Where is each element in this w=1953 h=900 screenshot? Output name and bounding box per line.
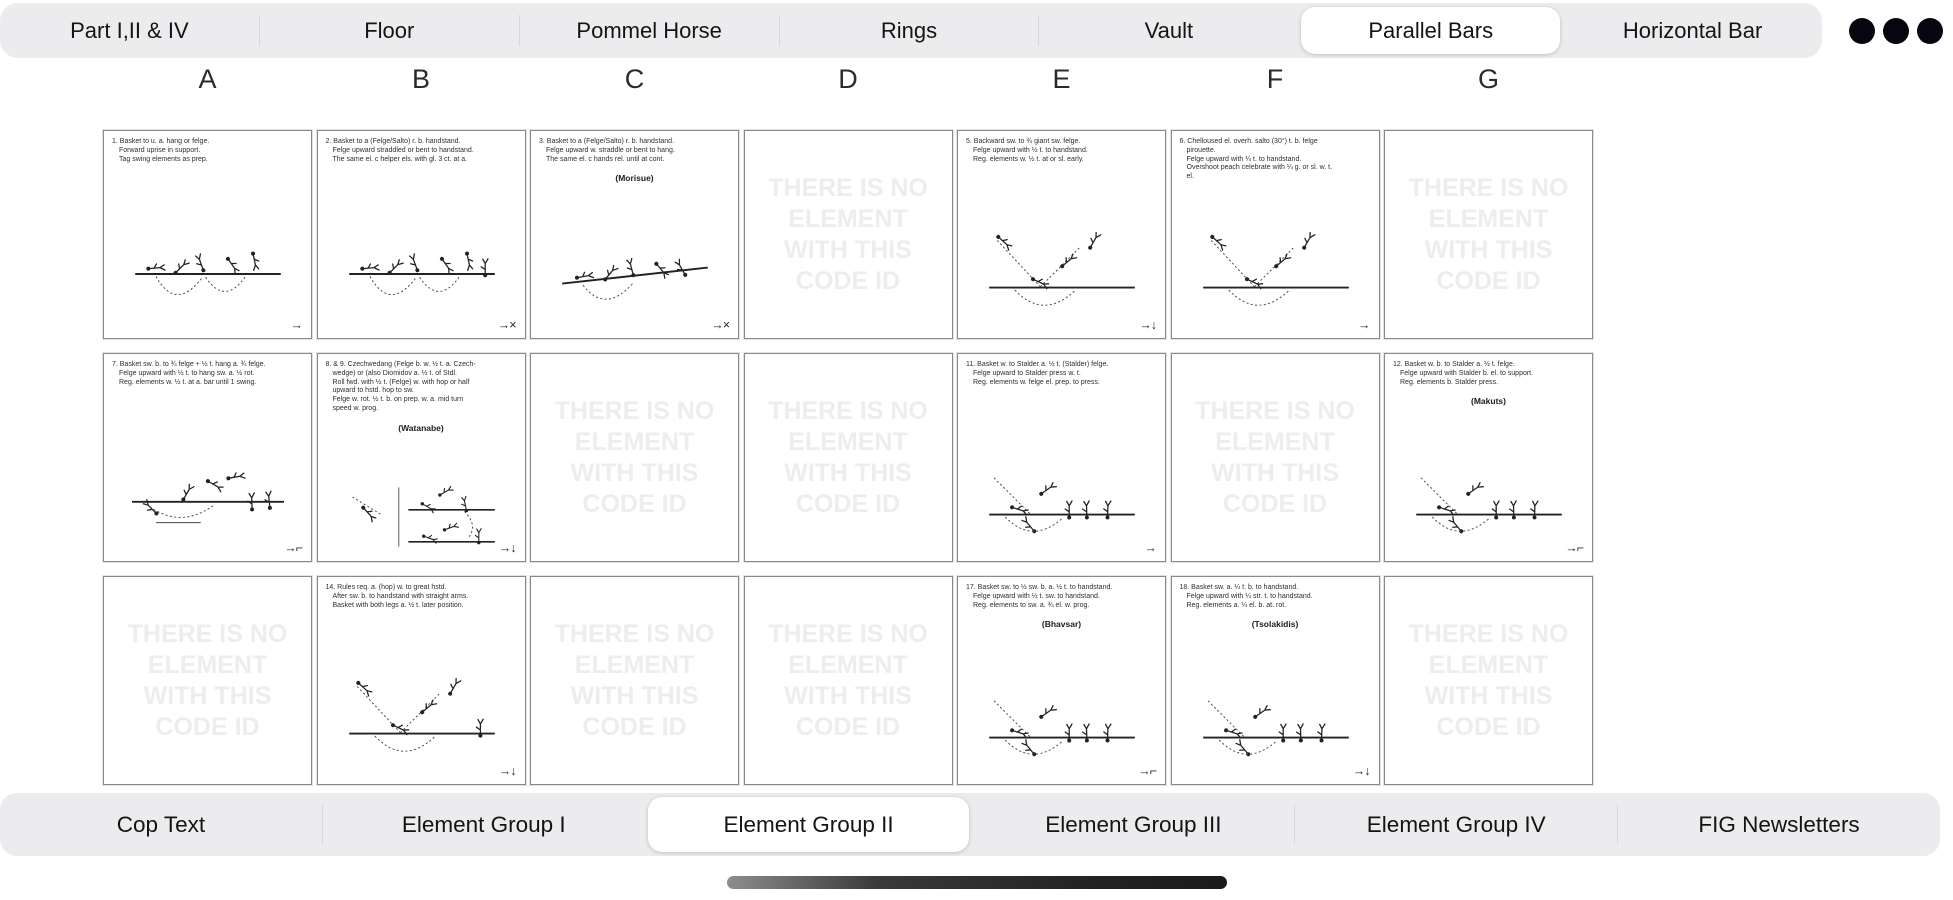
element-caption: 3. Basket to a (Felge/Salto) r. b. handstand. Felge upward w. straddle or bent to hang. The same el. c hands rel. until at cont. <box>539 138 675 163</box>
gymnast-figure-drawing <box>963 210 1161 330</box>
column-header-d: D <box>838 64 858 94</box>
tab-element-group-i[interactable]: Element Group I <box>401 811 566 837</box>
direction-arrow-icon: →↓ <box>498 541 516 555</box>
column-header-b: B <box>411 64 430 94</box>
tab-element-group-iii[interactable]: Element Group III <box>1045 811 1222 837</box>
element-name-label: (Bhavsar) <box>1041 619 1082 630</box>
column-header-g: G <box>1477 64 1499 94</box>
gymnast-figure-drawing <box>323 210 521 330</box>
empty-element-card-a3 <box>103 576 312 785</box>
no-element-placeholder-text: THERE IS NO ELEMENT WITH THIS CODE ID <box>554 396 715 518</box>
tab-element-group-ii[interactable]: Element Group II <box>648 797 970 852</box>
element-card-e1[interactable] <box>957 130 1166 339</box>
empty-element-card-c2 <box>530 353 739 562</box>
tab-vault[interactable]: Vault <box>1144 17 1194 43</box>
direction-arrow-icon: →× <box>711 318 729 332</box>
direction-arrow-icon: → <box>1144 541 1156 555</box>
gymnast-figure-drawing <box>1390 433 1588 553</box>
empty-element-card-d3 <box>744 576 953 785</box>
element-caption: 6. Chelloused el. overh. salto (30°) t. b. felge pirouette. Felge upward with ¼ t. to handstand. Overshoot peach celebrate with ¼ g. or sl. w. t. el. <box>1179 138 1333 181</box>
empty-element-card-g1 <box>1384 130 1593 339</box>
element-name-label: (Makuts) <box>1471 396 1506 407</box>
no-element-placeholder-text: THERE IS NO ELEMENT WITH THIS CODE ID <box>1408 173 1569 295</box>
tab-part-i-ii-iv[interactable]: Part I,II & IV <box>70 17 189 43</box>
element-card-f3[interactable] <box>1171 576 1380 785</box>
empty-element-card-d2 <box>744 353 953 562</box>
direction-arrow-icon: → <box>290 318 302 332</box>
column-header-f: F <box>1266 64 1284 94</box>
difficulty-column-headers <box>103 64 1593 95</box>
element-grid <box>103 130 1593 785</box>
element-card-a1[interactable] <box>103 130 312 339</box>
element-card-b3[interactable] <box>317 576 526 785</box>
apparatus-tab-bar <box>0 3 1822 58</box>
gymnast-figure-drawing <box>323 656 521 776</box>
empty-element-card-g3 <box>1384 576 1593 785</box>
gymnast-figure-drawing <box>109 210 307 330</box>
no-element-placeholder-text: THERE IS NO ELEMENT WITH THIS CODE ID <box>768 619 928 741</box>
horizontal-scrollbar[interactable] <box>727 876 1227 889</box>
direction-arrow-icon: →⌐ <box>284 541 302 555</box>
direction-arrow-icon: →↓ <box>1352 764 1370 778</box>
gymnast-figure-drawing <box>963 433 1161 553</box>
element-caption: 12. Basket w. b. to Stalder a. ½ t. felge. Felge upward with Stalder b. el. to support. Reg. elements b. Stalder press. <box>1393 361 1534 386</box>
ellipsis-icon <box>1917 18 1943 44</box>
element-caption: 7. Basket sw. b. to ¾ felge + ½ t. hang a. ¾ felge. Felge upward with ½ t. to hang sw. a. ½ rot. Reg. elements w. ½ t. at a. bar until 1 swing. <box>112 361 266 386</box>
ellipsis-icon <box>1849 18 1875 44</box>
element-card-c1[interactable] <box>530 130 739 339</box>
element-caption: 14. Rules req. a. (hop) w. to great hstd. After sw. b. to handstand with straight arms. Basket with both legs a. ½ t. later position. <box>325 584 469 609</box>
no-element-placeholder-text: THERE IS NO ELEMENT WITH THIS CODE ID <box>554 619 715 741</box>
element-name-label: (Tsolakidis) <box>1251 619 1299 630</box>
direction-arrow-icon: →⌐ <box>1138 764 1156 778</box>
no-element-placeholder-text: THERE IS NO ELEMENT WITH THIS CODE ID <box>1408 619 1569 741</box>
no-element-placeholder-text: THERE IS NO ELEMENT WITH THIS CODE ID <box>1195 396 1355 518</box>
tab-element-group-iv[interactable]: Element Group IV <box>1366 811 1546 837</box>
gymnast-figure-drawing <box>963 656 1161 776</box>
column-header-a: A <box>198 64 217 94</box>
element-card-f1[interactable] <box>1171 130 1380 339</box>
tab-cop-text[interactable]: Cop Text <box>116 811 206 837</box>
tab-floor[interactable]: Floor <box>364 17 415 43</box>
gymnast-figure-drawing <box>536 210 734 330</box>
direction-arrow-icon: →× <box>497 318 516 332</box>
element-caption: 17. Basket sw. to ½ sw. b. a. ½ t. to handstand. Felge upward with ½ t. sw. to handstand. Reg. elements to sw. a. ¾ el. w. prog. <box>966 584 1113 609</box>
gymnast-figure-drawing <box>1177 656 1375 776</box>
direction-arrow-icon: →⌐ <box>1565 541 1583 555</box>
element-card-g2[interactable] <box>1384 353 1593 562</box>
no-element-placeholder-text: THERE IS NO ELEMENT WITH THIS CODE ID <box>127 619 288 741</box>
tab-rings[interactable]: Rings <box>880 17 938 43</box>
element-caption: 2. Basket to a (Felge/Salto) r. b. handstand. Felge upward straddled or bent to handstand. The same el. c helper els. with gl. 3 ct. at a. <box>325 138 474 163</box>
element-card-b2[interactable] <box>317 353 526 562</box>
tab-pommel-horse[interactable]: Pommel Horse <box>576 17 722 43</box>
element-caption: 1. Basket to u. a. hang or felge. Forward uprise in support. Tag swing elements as prep. <box>112 138 210 163</box>
element-caption: 5. Backward sw. to ¾ giant sw. felge. Felge upward with ½ t. to handstand. Reg. elements w. ½ t. at or sl. early. <box>966 138 1088 163</box>
element-card-e3[interactable] <box>957 576 1166 785</box>
element-name-label: (Watanabe) <box>398 422 444 433</box>
direction-arrow-icon: →↓ <box>498 764 516 778</box>
element-card-b1[interactable] <box>317 130 526 339</box>
element-caption: 18. Basket sw. a. ¼ t. b. to handstand. Felge upward with ¼ str. t. to handstand. Reg. elements a. ¼ el. b. at. rot. <box>1179 584 1313 609</box>
column-header-c: C <box>624 64 645 94</box>
empty-element-card-c3 <box>530 576 739 785</box>
ellipsis-menu[interactable] <box>1833 3 1943 58</box>
column-header-e: E <box>1052 64 1071 94</box>
no-element-placeholder-text: THERE IS NO ELEMENT WITH THIS CODE ID <box>768 173 928 295</box>
tab-parallel-bars[interactable]: Parallel Bars <box>1301 7 1560 54</box>
element-name-label: (Morisue) <box>615 173 654 184</box>
direction-arrow-icon: → <box>1358 318 1370 332</box>
direction-arrow-icon: →↓ <box>1139 318 1156 332</box>
gymnast-figure-drawing <box>109 433 307 553</box>
element-caption: 11. Basket w. to Stalder a. ½ t. (Stalder) felge. Felge upward to Stalder press w. t. Reg. elements w. felge el. prep. to press. <box>966 361 1109 386</box>
element-caption: 8. & 9. Czechwedang (Felge b. w. ½ t. a. Czech- wedge) or (also Diomidov a. ½ t. of Stdl. Roll fwd. with ½ t. (Felge) w. with hop or half upward to hstd. hop to sw. Felge w. rot. ½ t. b. on prep. w. a. mid turn speed w. prog. <box>325 361 476 412</box>
element-card-a2[interactable] <box>103 353 312 562</box>
ellipsis-icon <box>1883 18 1909 44</box>
tab-horizontal-bar[interactable]: Horizontal Bar <box>1622 17 1763 43</box>
gymnast-figure-drawing <box>1177 210 1375 330</box>
tab-fig-newsletters[interactable]: FIG Newsletters <box>1698 811 1860 837</box>
empty-element-card-f2 <box>1171 353 1380 562</box>
element-card-e2[interactable] <box>957 353 1166 562</box>
element-group-tab-bar <box>0 793 1940 856</box>
empty-element-card-d1 <box>744 130 953 339</box>
gymnast-figure-drawing <box>323 433 521 553</box>
no-element-placeholder-text: THERE IS NO ELEMENT WITH THIS CODE ID <box>768 396 928 518</box>
